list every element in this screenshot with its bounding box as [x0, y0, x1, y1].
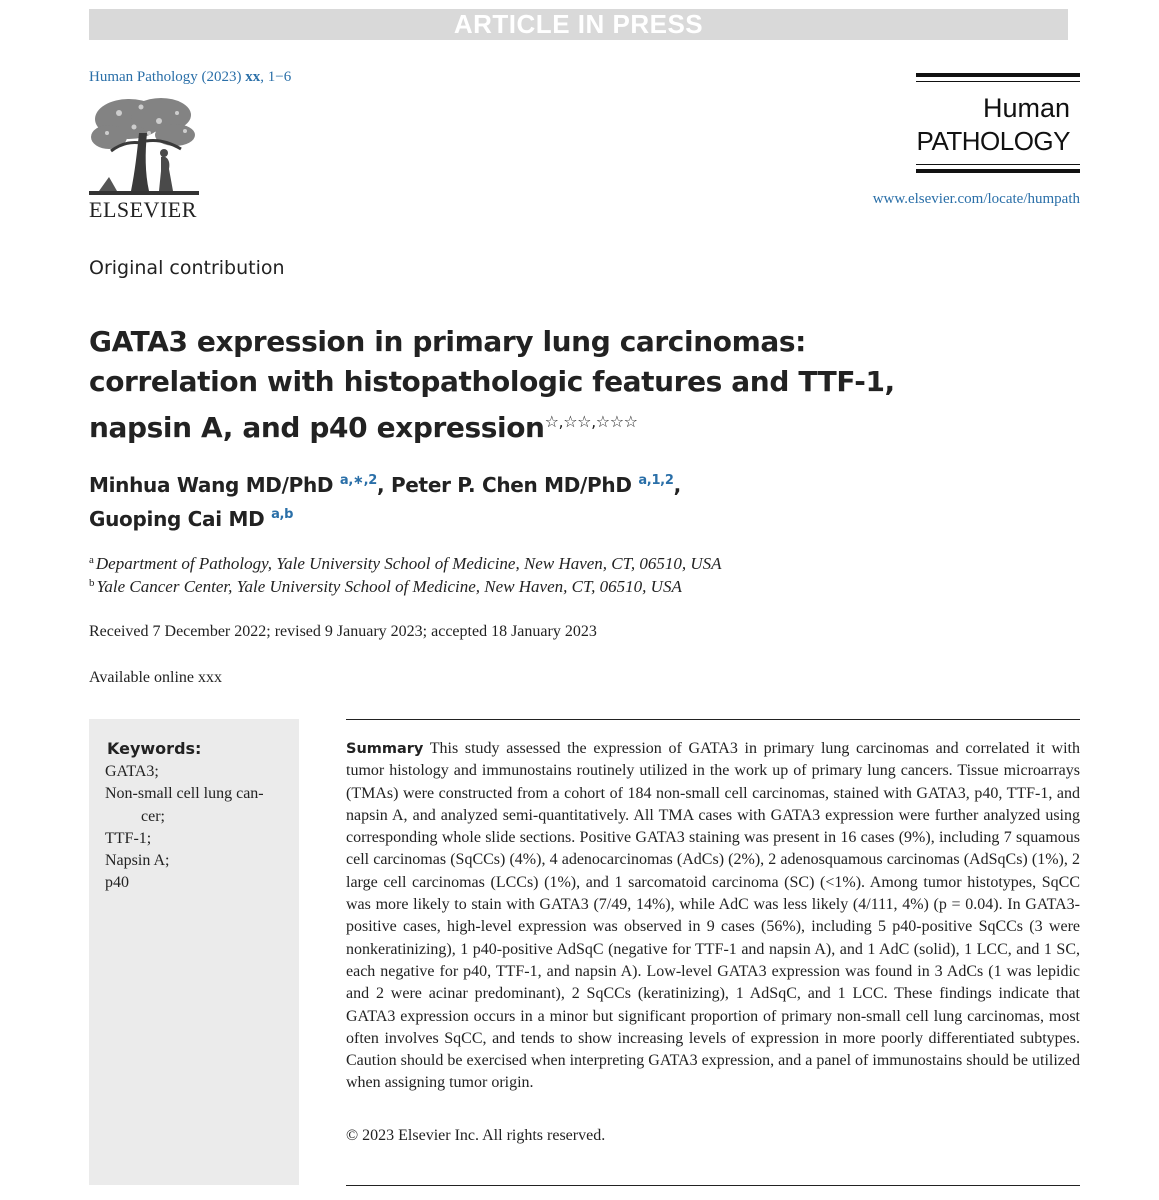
- logo-rule-top-thin: [916, 81, 1080, 82]
- title-line-2: correlation with histopathologic features and TTF-1,: [89, 365, 895, 398]
- available-online: Available online xxx: [89, 669, 222, 686]
- author-name: Peter P. Chen MD/PhD: [390, 473, 632, 497]
- keywords-panel: [89, 719, 299, 1185]
- author-list: [89, 466, 1089, 534]
- article-in-press-banner: [89, 9, 1068, 40]
- abstract-rule-top: [346, 719, 1080, 720]
- keywords-list: [105, 761, 290, 895]
- article-section: Original contribution: [89, 257, 285, 279]
- journal-url-link[interactable]: www.elsevier.com/locate/humpath: [872, 191, 1080, 207]
- affiliation-key: a: [89, 554, 94, 566]
- journal-ref-prefix: Human Pathology (2023): [89, 69, 246, 85]
- journal-citation[interactable]: [89, 69, 291, 86]
- copyright-notice: © 2023 Elsevier Inc. All rights reserved.: [346, 1127, 606, 1144]
- title-footnote-marks[interactable]: ☆,☆☆,☆☆☆: [544, 412, 638, 431]
- publisher-name: ELSEVIER: [89, 197, 197, 222]
- journal-name-line2: PATHOLOGY: [916, 126, 1070, 156]
- keyword-item: Non-small cell lung can-: [105, 785, 264, 803]
- affiliation-text: Department of Pathology, Yale University School of Medicine, New Haven, CT, 06510, USA: [95, 554, 722, 573]
- affiliation-key: b: [89, 577, 95, 589]
- abstract-rule-bottom: [346, 1185, 1080, 1186]
- title-line-3: napsin A, and p40 expression: [89, 411, 545, 444]
- journal-name-line1: Human: [982, 93, 1070, 123]
- keyword-item: GATA3;: [105, 763, 159, 780]
- summary-text: This study assessed the expression of GATA3 in primary lung carcinomas and correlated it with tumor histology and immunostains routinely utilized in the work up of primary lung cancers. Tissue microarrays (TMAs) were constructed from a cohort of 184 non-small cell carcinomas, stained with GATA3, p40, TTF-1, and napsin A, and analyzed semi-quantitatively. All TMA cases with GATA3 expression were further analyzed using corresponding whole slide sections. Positive GATA3 staining was present in 16 cases (9%), including 7 squamous cell carcinomas (SqCCs) (4%), 4 adenocarcinomas (AdCs) (2%), 2 adenosquamous carcinomas (AdSqCs) (1%), 2 large cell carcinomas (LCCs) (1%), and 1 sarcomatoid carcinoma (SC) (<1%). Among tumor histotypes, SqCC was more likely to stain with GATA3 (7/49, 14%), while AdC was less likely (4/111, 4%) (p = 0.04). In GATA3-positive cases, high-level expression was observed in 9 cases (56%), including 5 p40-positive SqCCs (3 were nonkeratinizing), 1 p40-positive AdSqC (negative for TTF-1 and napsin A), and 1 AdC (solid), 1 LCC, and 1 SC, each negative for p40, TTF-1, and napsin A). Low-level GATA3 expression was found in 3 AdCs (1 was lepidic and 2 were acinar predominant), 2 SqCCs (keratinizing), 1 AdSqC, and 1 LCC. These findings indicate that GATA3 expression occurs in a minor but significant proportion of primary non-small cell lung carcinomas, most often involves SqCC, and tends to show increasing levels of expression in more poorly differentiated subtypes. Caution should be exercised when interpreting GATA3 expression, and a panel of immunostains should be utilized when assigning tumor origin.: [346, 740, 1080, 1092]
- author-name: Guoping Cai MD: [89, 507, 265, 531]
- affiliation-a: [89, 554, 722, 574]
- logo-rule-bottom-thin: [916, 164, 1080, 165]
- affiliation-b: [89, 577, 682, 597]
- keywords-heading: Keywords:: [107, 739, 202, 758]
- keyword-item: p40: [105, 874, 129, 892]
- author-separator: ,: [673, 473, 681, 497]
- logo-rule-top: [916, 73, 1080, 77]
- affiliation-text: Yale Cancer Center, Yale University School of Medicine, New Haven, CT, 06510, USA: [96, 577, 682, 596]
- logo-rule-bottom: [916, 169, 1080, 173]
- article-title: [89, 322, 1089, 448]
- author-affiliation-marks[interactable]: a,1,2: [638, 473, 674, 488]
- journal-logo: [916, 73, 1080, 173]
- journal-ref-volume: xx: [245, 69, 261, 85]
- author-affiliation-marks[interactable]: a,b: [271, 507, 294, 522]
- author-name: Minhua Wang MD/PhD: [89, 473, 334, 497]
- title-line-1: GATA3 expression in primary lung carcinomas:: [89, 325, 806, 358]
- author-affiliation-marks[interactable]: a,∗,2: [339, 473, 377, 488]
- keyword-item: TTF-1;: [105, 829, 152, 847]
- author-separator: ,: [376, 473, 391, 497]
- journal-ref-suffix: , 1−6: [260, 69, 292, 85]
- summary-label: Summary: [346, 741, 424, 757]
- abstract-summary: [346, 738, 1080, 1095]
- article-dates: Received 7 December 2022; revised 9 January 2023; accepted 18 January 2023: [89, 623, 597, 640]
- keyword-item: cer;: [141, 807, 165, 825]
- banner-text: ARTICLE IN PRESS: [453, 9, 704, 39]
- keyword-item: Napsin A;: [105, 852, 170, 870]
